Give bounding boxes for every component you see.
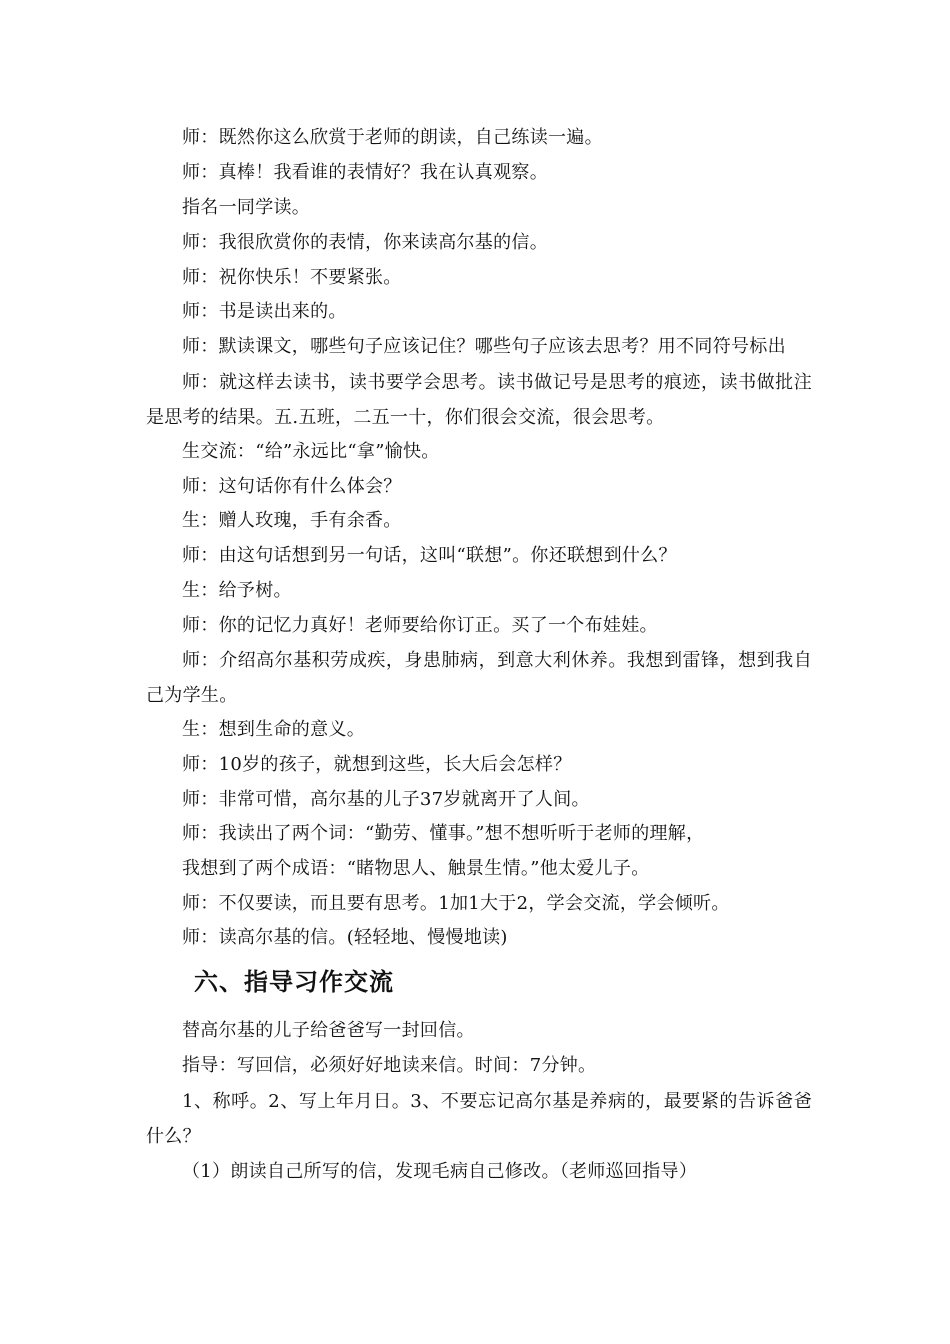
dialogue-line: 师：我读出了两个词：“勤劳、懂事。”想不想听听于老师的理解， [182, 823, 705, 844]
dialogue-line: 师：真棒！我看谁的表情好？我在认真观察。 [182, 162, 548, 183]
dialogue-line: 指名一同学读。 [182, 197, 311, 218]
dialogue-paragraph: 师：介绍高尔基积劳成疾，身患肺病，到意大利休养。我想到雷锋，想到我自己为学生。 [146, 650, 812, 706]
dialogue-line: 师：默读课文，哪些句子应该记住？哪些句子应该去思考？用不同符号标出 [182, 336, 786, 357]
dialogue-line: 师：书是读出来的。 [182, 301, 347, 322]
section-line: 替高尔基的儿子给爸爸写一封回信。 [182, 1020, 475, 1041]
dialogue-line: 师：由这句话想到另一句话，这叫“联想”。你还联想到什么？ [182, 545, 677, 566]
dialogue-line: 师：祝你快乐！不要紧张。 [182, 267, 402, 288]
dialogue-line: 我想到了两个成语：“睹物思人、触景生情。”他太爱儿子。 [182, 858, 650, 879]
dialogue-line: 师：不仅要读，而且要有思考。1加1大于2，学会交流，学会倾听。 [182, 893, 730, 914]
dialogue-paragraph: 师：就这样去读书，读书要学会思考。读书做记号是思考的痕迹，读书做批注是思考的结果。五.五班，二五一十，你们很会交流，很会思考。 [146, 372, 812, 428]
dialogue-line: 师：这句话你有什么体会？ [182, 476, 402, 497]
dialogue-line: 生：赠人玫瑰，手有余香。 [182, 510, 402, 531]
dialogue-line: 师：10岁的孩子，就想到这些，长大后会怎样？ [182, 754, 572, 775]
section-paragraph: 1、称呼。2、写上年月日。3、不要忘记高尔基是养病的，最要紧的告诉爸爸什么？ [146, 1091, 812, 1147]
section-heading: 六、指导习作交流 [194, 968, 394, 996]
section-line: 指导：写回信，必须好好地读来信。时间：7分钟。 [182, 1055, 597, 1076]
dialogue-line: 生：给予树。 [182, 580, 292, 601]
dialogue-line: 师：你的记忆力真好！老师要给你订正。买了一个布娃娃。 [182, 615, 658, 636]
dialogue-line: 师：非常可惜，高尔基的儿子37岁就离开了人间。 [182, 789, 590, 810]
dialogue-line: 师：我很欣赏你的表情，你来读高尔基的信。 [182, 232, 548, 253]
dialogue-line: 师：既然你这么欣赏于老师的朗读，自己练读一遍。 [182, 127, 603, 148]
section-line: （1）朗读自己所写的信，发现毛病自己修改。（老师巡回指导） [182, 1161, 698, 1182]
dialogue-line: 生：想到生命的意义。 [182, 719, 365, 740]
dialogue-line: 师：读高尔基的信。(轻轻地、慢慢地读) [182, 927, 508, 948]
dialogue-line: 生交流：“给”永远比“拿”愉快。 [182, 441, 440, 462]
